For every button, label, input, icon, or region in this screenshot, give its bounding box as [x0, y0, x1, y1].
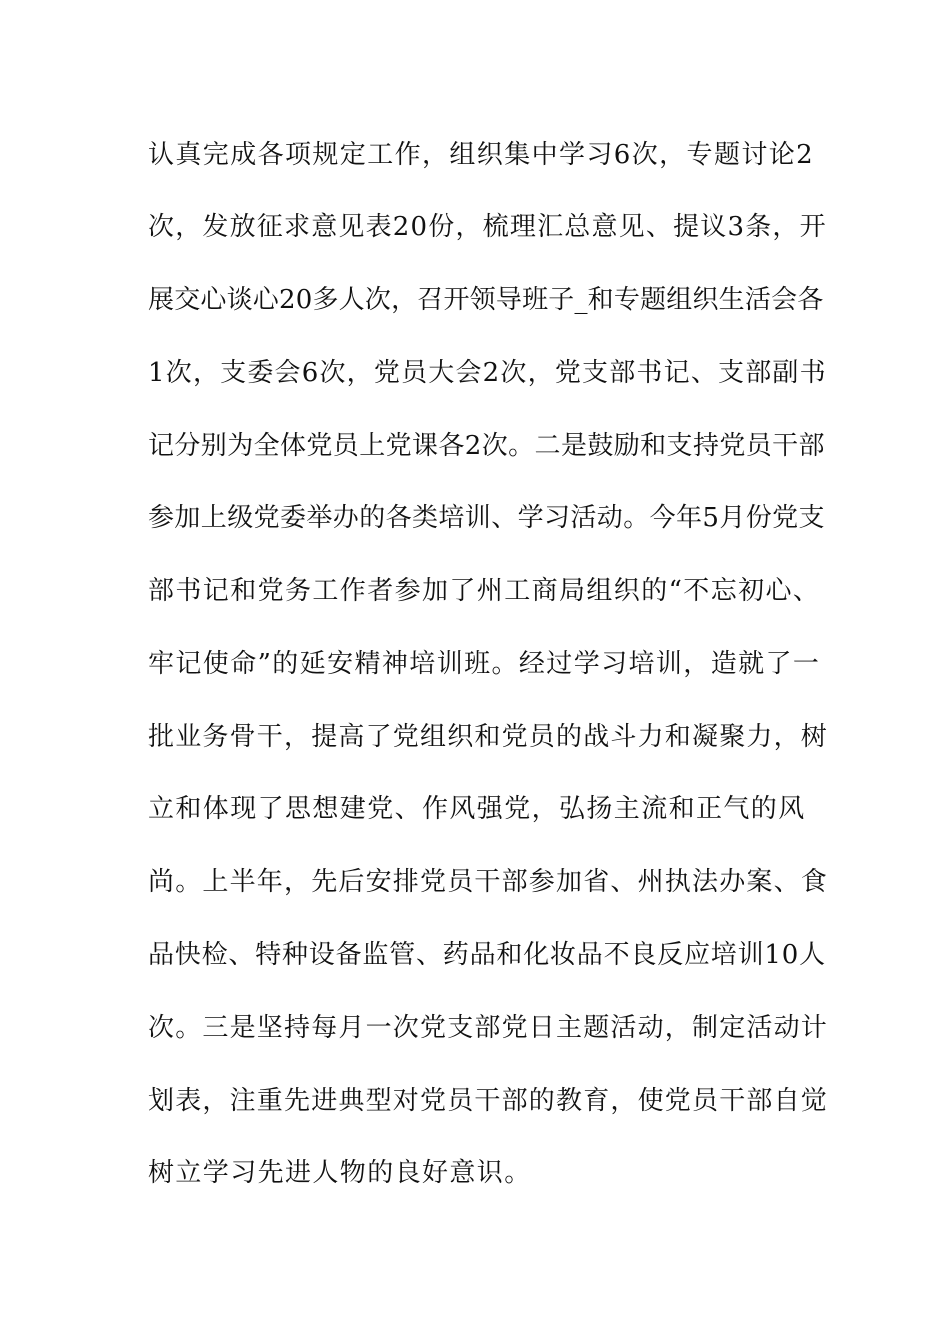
text-line: 展交心谈心20多人次，召开领导班子_和专题组织生活会各 [148, 285, 824, 315]
text-line: 认真完成各项规定工作，组织集中学习6次，专题讨论2 [148, 140, 815, 170]
text-line: 划表，注重先进典型对党员干部的教育，使党员干部自觉 [148, 1086, 829, 1116]
text-line: 批业务骨干，提高了党组织和党员的战斗力和凝聚力，树 [148, 722, 829, 752]
text-line: 次，发放征求意见表20份，梳理汇总意见、提议3条，开 [148, 212, 827, 242]
text-line: 树立学习先进人物的良好意识。 [148, 1158, 532, 1188]
text-line: 立和体现了思想建党、作风强党，弘扬主流和正气的风 [148, 794, 806, 824]
text-line: 部书记和党务工作者参加了州工商局组织的“不忘初心、 [148, 576, 821, 606]
text-line: 牢记使命”的延安精神培训班。经过学习培训，造就了一 [148, 649, 821, 679]
text-line: 品快检、特种设备监管、药品和化妆品不良反应培训10人 [148, 940, 826, 970]
text-line: 尚。上半年，先后安排党员干部参加省、州执法办案、食 [148, 867, 829, 897]
text-line: 参加上级党委举办的各类培训、学习活动。今年5月份党支 [148, 503, 825, 533]
text-line: 次。三是坚持每月一次党支部党日主题活动，制定活动计 [148, 1013, 829, 1043]
text-line: 1次，支委会6次，党员大会2次，党支部书记、支部副书 [148, 358, 827, 388]
text-line: 记分别为全体党员上党课各2次。二是鼓励和支持党员干部 [148, 431, 825, 461]
